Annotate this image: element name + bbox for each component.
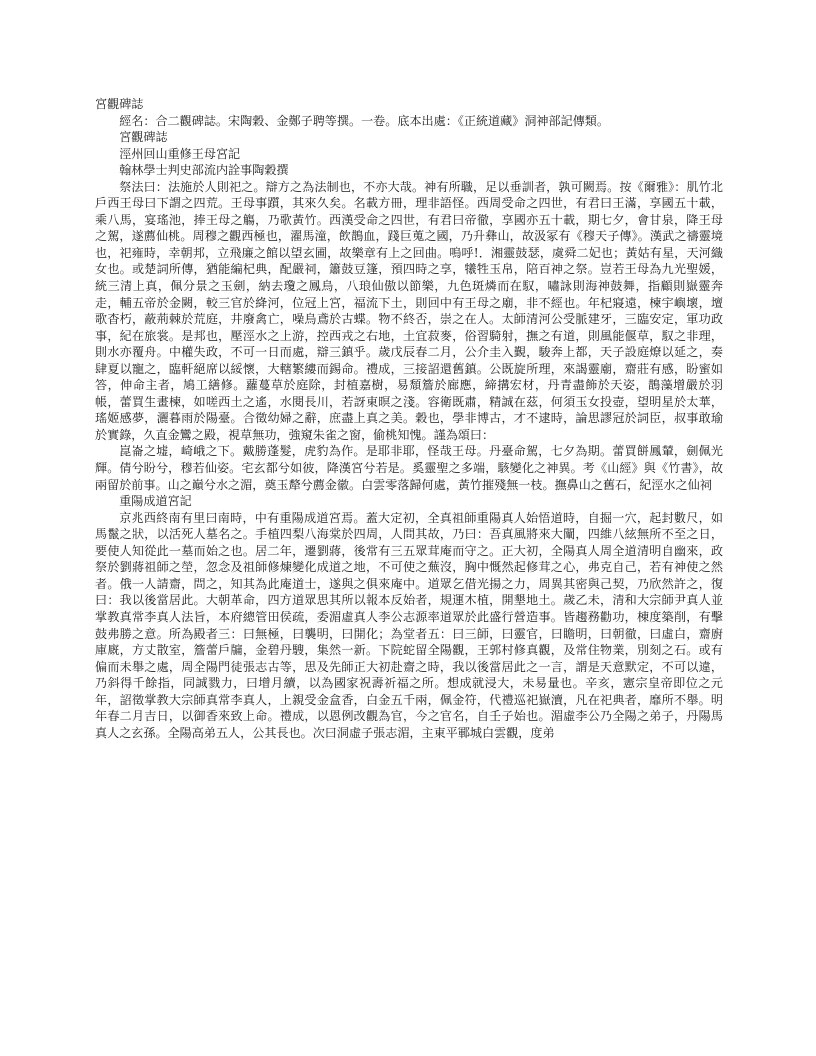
paragraph-wangmugong-1: 祭法曰：法施於人則祀之。辯方之為法制也，不亦大哉。神有所職，足以垂訓者，孰可闕焉。按《爾雅》：肌竹北戶西王母曰下謂之四荒。王母事躓，其來久矣。名載方冊，理非語怪。西周受命之四世，有君曰王滿，享國五十載，乘八馬，宴瑤池，捧王母之觴，乃歌黃竹。西漢受命之四世，有君曰帝徹，享國亦五十載，期七夕，會甘泉，降王母之駕，遂薦仙桃。周穆之觀西極也，濯馬潼，飲鵲血，踐巨蒐之國，乃升彝山，故汲冢有《穆天子傳》。漢武之禱靈境也，祀雍時，幸朝邦，立飛廉之館以望玄圃，故樂章有上之回曲。嗚呼!．湘靈鼓瑟，虞舜二妃也；黃姑有星，天河織女也。或楚詞所傳，猶能編杞典，配嚴祠，簫鼓豆篷，預四時之享，犧牲玉帛，陪百神之祭。豈若王母為九光聖媛，統三清上真，佩分景之玉劍，納去瓊之鳳烏，八琅仙傲以節樂，九色斑燐而在馭，嘯詠則海神鼓舞，指顧則嶽靈奔走，輔五帝於金闕，較三官於絳河，位冠上宮，福流下土，則回中有王母之廟，非不經也。年杞寢遠，楝宇嶼壞，壇歌杳朽，蔽荊棘於荒庭，井廢禽亡，噪烏鳶於古蝶。物不終否，崇之在人。太師清河公受脈建牙，三臨安定，軍功政事，紀在旅裳。是邦也，壓涇水之上游，控西戎之右地，土宜菽麥，俗習騎射，撫之有道，則風能偃草，馭之非理，則水亦覆舟。中權失政，不可一日而處，辯三鎮乎。歲戊辰春二月，公介圭入覲，駿奔上都，天子設庭燎以延之，奏肆夏以寵之，臨軒絕席以綏懷，大轄繁縷而錫命。禮成，三接詔還舊鎮。公既旋所理，來謁靈廟，齋莊有感，盼蜜如答，伸命主者，鳩工繕修。蘿蔓草於庭除，封植嘉樹，易頹簷於廊應，締搆宏材，丹青盡飾於天姿，鵲藻增嚴於羽帳，蕾買生畫楝，如嗟西土之遙，水閱長川，若訝東暝之淺。容衛既肅，精誠在茲，何須玉女投壺，望明星於太華，瑤姬感夢，灑暮雨於陽臺。合徵幼婦之辭，庶盡上真之美。穀也，學非博古，才不逮時，論思謬冠於詞臣，叔事敢瑜於實錄，久直金鸞之殿，視草無功，強窺朱雀之窗，偷桃知愧。謹為頌曰： bbox=[95, 179, 723, 442]
section-heading-chengdaogong: 重陽成道宮記 bbox=[119, 494, 192, 509]
paragraph-chengdaogong-1: 京兆西終南有里曰南時，中有重陽成道宮焉。蓋大定初，全真祖師重陽真人始悟道時，自掘一穴，起封數尺，如馬鬣之狀，以活死人墓名之。手植四梨八海棠於四周，人問其故，乃曰：吾真風將來大闡，四維八絃無所不至之日，要使人知從此一墓而始之也。居二年，遷劉蔣，後常有三五眾茸庵而守之。正大初，全陽真人周全道清明自幽來，政祭於劉蔣祖師之塋，忽念及祖師修煉變化成道之地，不可使之蕪沒，胸中慨然起修茸之心，弗克自己，若有神使之然者。俄一人請齋，問之，知其為此庵道士，遂與之俱來庵中。道眾乞借光揚之力，周異其密與己契，乃欣然許之，復曰：我以後當居此。大朝革命，四方道眾思其所以報本反始者，規運木植，開墾地土。歲乙未，清和大宗師尹真人並掌教真常李真人法旨，本府總管田侯疏，委湄虛真人李公志源率道眾於此盛行營造事。皆趨務勸功，棟度築削，有擊鼓弗勝之意。所為殿者三：曰無極，曰襲明，曰開化；為堂者五：曰三師，曰靈官，曰瞻明，曰朝徹，曰虛白，齋廚庫廐，方丈散室，簷蕾戶牖，金碧丹騪，集然一新。下院蛇留全陽觀，王郭村修真觀，及常住物業，別刻之石。或有偏而未舉之處，周全陽門徒張志古等，思及先師正大初赴齋之時，我以後當居此之一言，謂是天意默定，不可以違，乃斜得千餘指，同誠戮力，曰增月續，以為國家祝壽祈福之所。想成就浸大，未易量也。辛亥，憲宗皇帝即位之元年，詔徵掌教大宗師真常李真人，上親受金盒香，白金五千兩，佩金符，代禮巡祀嶽瀆，凡在祀典者，靡所不舉。明年春二月吉日，以御香來致上命。禮成，以恩例改觀為官，今之官名，自壬子始也。湄虛李公乃全陽之弟子，丹陽馬真人之玄孫。全陽高弟五人，公其長也。次曰洞虛子張志湄，主東平鄆城白雲觀，度弟 bbox=[95, 510, 723, 740]
document-title: 宮觀碑誌 bbox=[95, 97, 144, 111]
section-heading-wangmugong: 涇州回山重修王母宮記 bbox=[119, 146, 241, 161]
catalog-note: 經名：合二觀碑誌。宋陶穀、金鄭子聘等撰。一卷。底本出處：《正統道藏》洞神部記傳類。 bbox=[119, 113, 609, 128]
sans-section bbox=[95, 493, 723, 741]
document-body bbox=[95, 96, 723, 741]
section-byline-wangmugong: 翰林學士判史部流内詮事陶穀撰 bbox=[119, 163, 289, 178]
running-title: 宮觀碑誌 bbox=[119, 130, 168, 145]
paragraph-wangmugong-2: 崑崙之墟，崎峨之下。戴勝蓬髮，虎豹為作。是耶非耶，怪哉王母。丹臺命駕，七夕為期。蕾買餅鳳輦，劍佩光輝。倩兮盼兮，穆若仙姿。宅玄都兮如彼，降漢宮兮若是。奚靈聖之多端，駭變化之神異。考《山經》與《竹書》，故兩留於前事。山之巔兮水之湄，奠玉犛兮薦金徽。白雲零落歸何處，黃竹摧殘無一枝。撫鼻山之舊石，紀涇水之仙祠 bbox=[95, 444, 723, 492]
serif-section bbox=[95, 96, 723, 493]
